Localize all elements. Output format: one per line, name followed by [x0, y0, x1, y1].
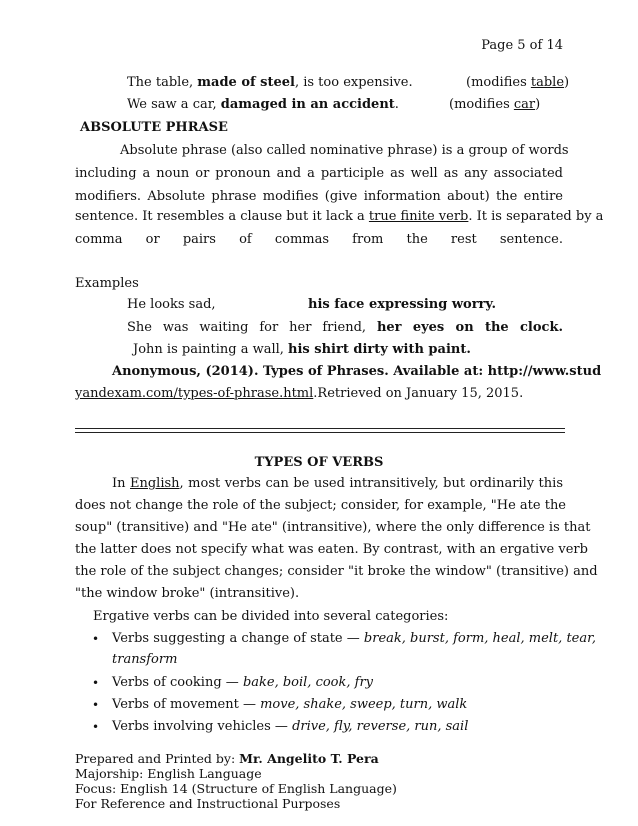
absolute-para-line-2: including a noun or pronoun and a participle as well as any associated [75, 166, 563, 181]
example-bold-2: damaged in an accident [220, 97, 395, 112]
types-of-verbs-heading: TYPES OF VERBS [254, 455, 384, 470]
absolute-para-line-3: modifiers. Absolute phrase modifies (give information about) the entire [75, 189, 563, 204]
bullet-marker: • [92, 676, 100, 690]
absolute-phrase-heading: ABSOLUTE PHRASE [80, 120, 228, 135]
section-divider-top [75, 428, 565, 429]
bullet-marker: • [92, 720, 100, 734]
example-bold-1: made of steel [197, 75, 295, 90]
ex1-plain: He looks sad, [127, 297, 216, 312]
footer-author-name: Mr. Angelito T. Pera [239, 751, 379, 766]
ex2-bold: her eyes on the clock. [376, 320, 563, 335]
verbs-para-line-5: the role of the subject changes; consider "it broke the window" (transitive) and [75, 564, 598, 579]
absolute-para-line-5: comma or pairs of commas from the rest sentence. [75, 232, 563, 247]
ex1-bold: his face expressing worry. [308, 297, 496, 312]
section-divider-bottom [75, 432, 565, 433]
bullet-change-of-state: Verbs suggesting a change of state — break, burst, form, heal, melt, tear, [112, 631, 597, 646]
absolute-para-line-4: sentence. It resembles a clause but it lack a true finite verb. It is separated by a [75, 209, 604, 224]
verbs-para-line-4: the latter does not specify what was eaten. By contrast, with an ergative verb [75, 542, 588, 557]
absolute-example-3: John is painting a wall, his shirt dirty with paint. [133, 342, 471, 357]
ergative-intro: Ergative verbs can be divided into several categories: [93, 609, 449, 624]
bullet-vehicles: Verbs involving vehicles — drive, fly, reverse, run, sail [112, 719, 469, 734]
true-finite-verb-link[interactable]: true finite verb [368, 209, 469, 224]
citation-line-2: yandexam.com/types-of-phrase.html.Retrieved on January 15, 2015. [75, 386, 524, 401]
footer-focus: Focus: English 14 (Structure of English Language) [75, 781, 397, 796]
verbs-para-line-2: does not change the role of the subject; consider, for example, "He ate the [75, 498, 567, 513]
absolute-example-2: She was waiting for her friend, her eyes on the clock. [127, 320, 563, 335]
bullet-cooking: Verbs of cooking — bake, boil, cook, fry [112, 675, 374, 690]
modifies-note-1: (modifies table) [466, 75, 570, 90]
bullet-marker: • [92, 698, 100, 712]
modifies-note-2: (modifies car) [449, 97, 541, 112]
verbs-para-line-6: "the window broke" (intransitive). [75, 586, 300, 601]
ex3-bold: his shirt dirty with paint. [288, 342, 471, 357]
absolute-example-1 [127, 297, 563, 312]
verbs-para-line-1: In English, most verbs can be used intransitively, but ordinarily this [112, 476, 563, 491]
example-sentence-1: The table, made of steel, is too expensive. [127, 75, 413, 90]
page-number: Page 5 of 14 [481, 38, 563, 53]
examples-label: Examples [75, 276, 139, 291]
bullet-marker: • [92, 632, 100, 646]
absolute-para-line-1: Absolute phrase (also called nominative phrase) is a group of words [120, 143, 569, 158]
english-link[interactable]: English [130, 476, 180, 491]
footer-majorship: Majorship: English Language [75, 766, 262, 781]
footer-reference: For Reference and Instructional Purposes [75, 796, 341, 811]
bullet-movement: Verbs of movement — move, shake, sweep, turn, walk [112, 697, 468, 712]
footer-prepared-by: Prepared and Printed by: Mr. Angelito T. Pera [75, 751, 379, 766]
citation-bold: Anonymous, (2014). Types of Phrases. Available at: http://www.stud [112, 364, 602, 379]
bullet-change-of-state-cont: transform [112, 652, 178, 667]
verbs-para-line-3: soup" (transitive) and "He ate" (intransitive), where the only difference is that [75, 520, 591, 535]
example-sentence-2: We saw a car, damaged in an accident. [127, 97, 399, 112]
citation-link[interactable]: yandexam.com/types-of-phrase.html [75, 386, 314, 401]
